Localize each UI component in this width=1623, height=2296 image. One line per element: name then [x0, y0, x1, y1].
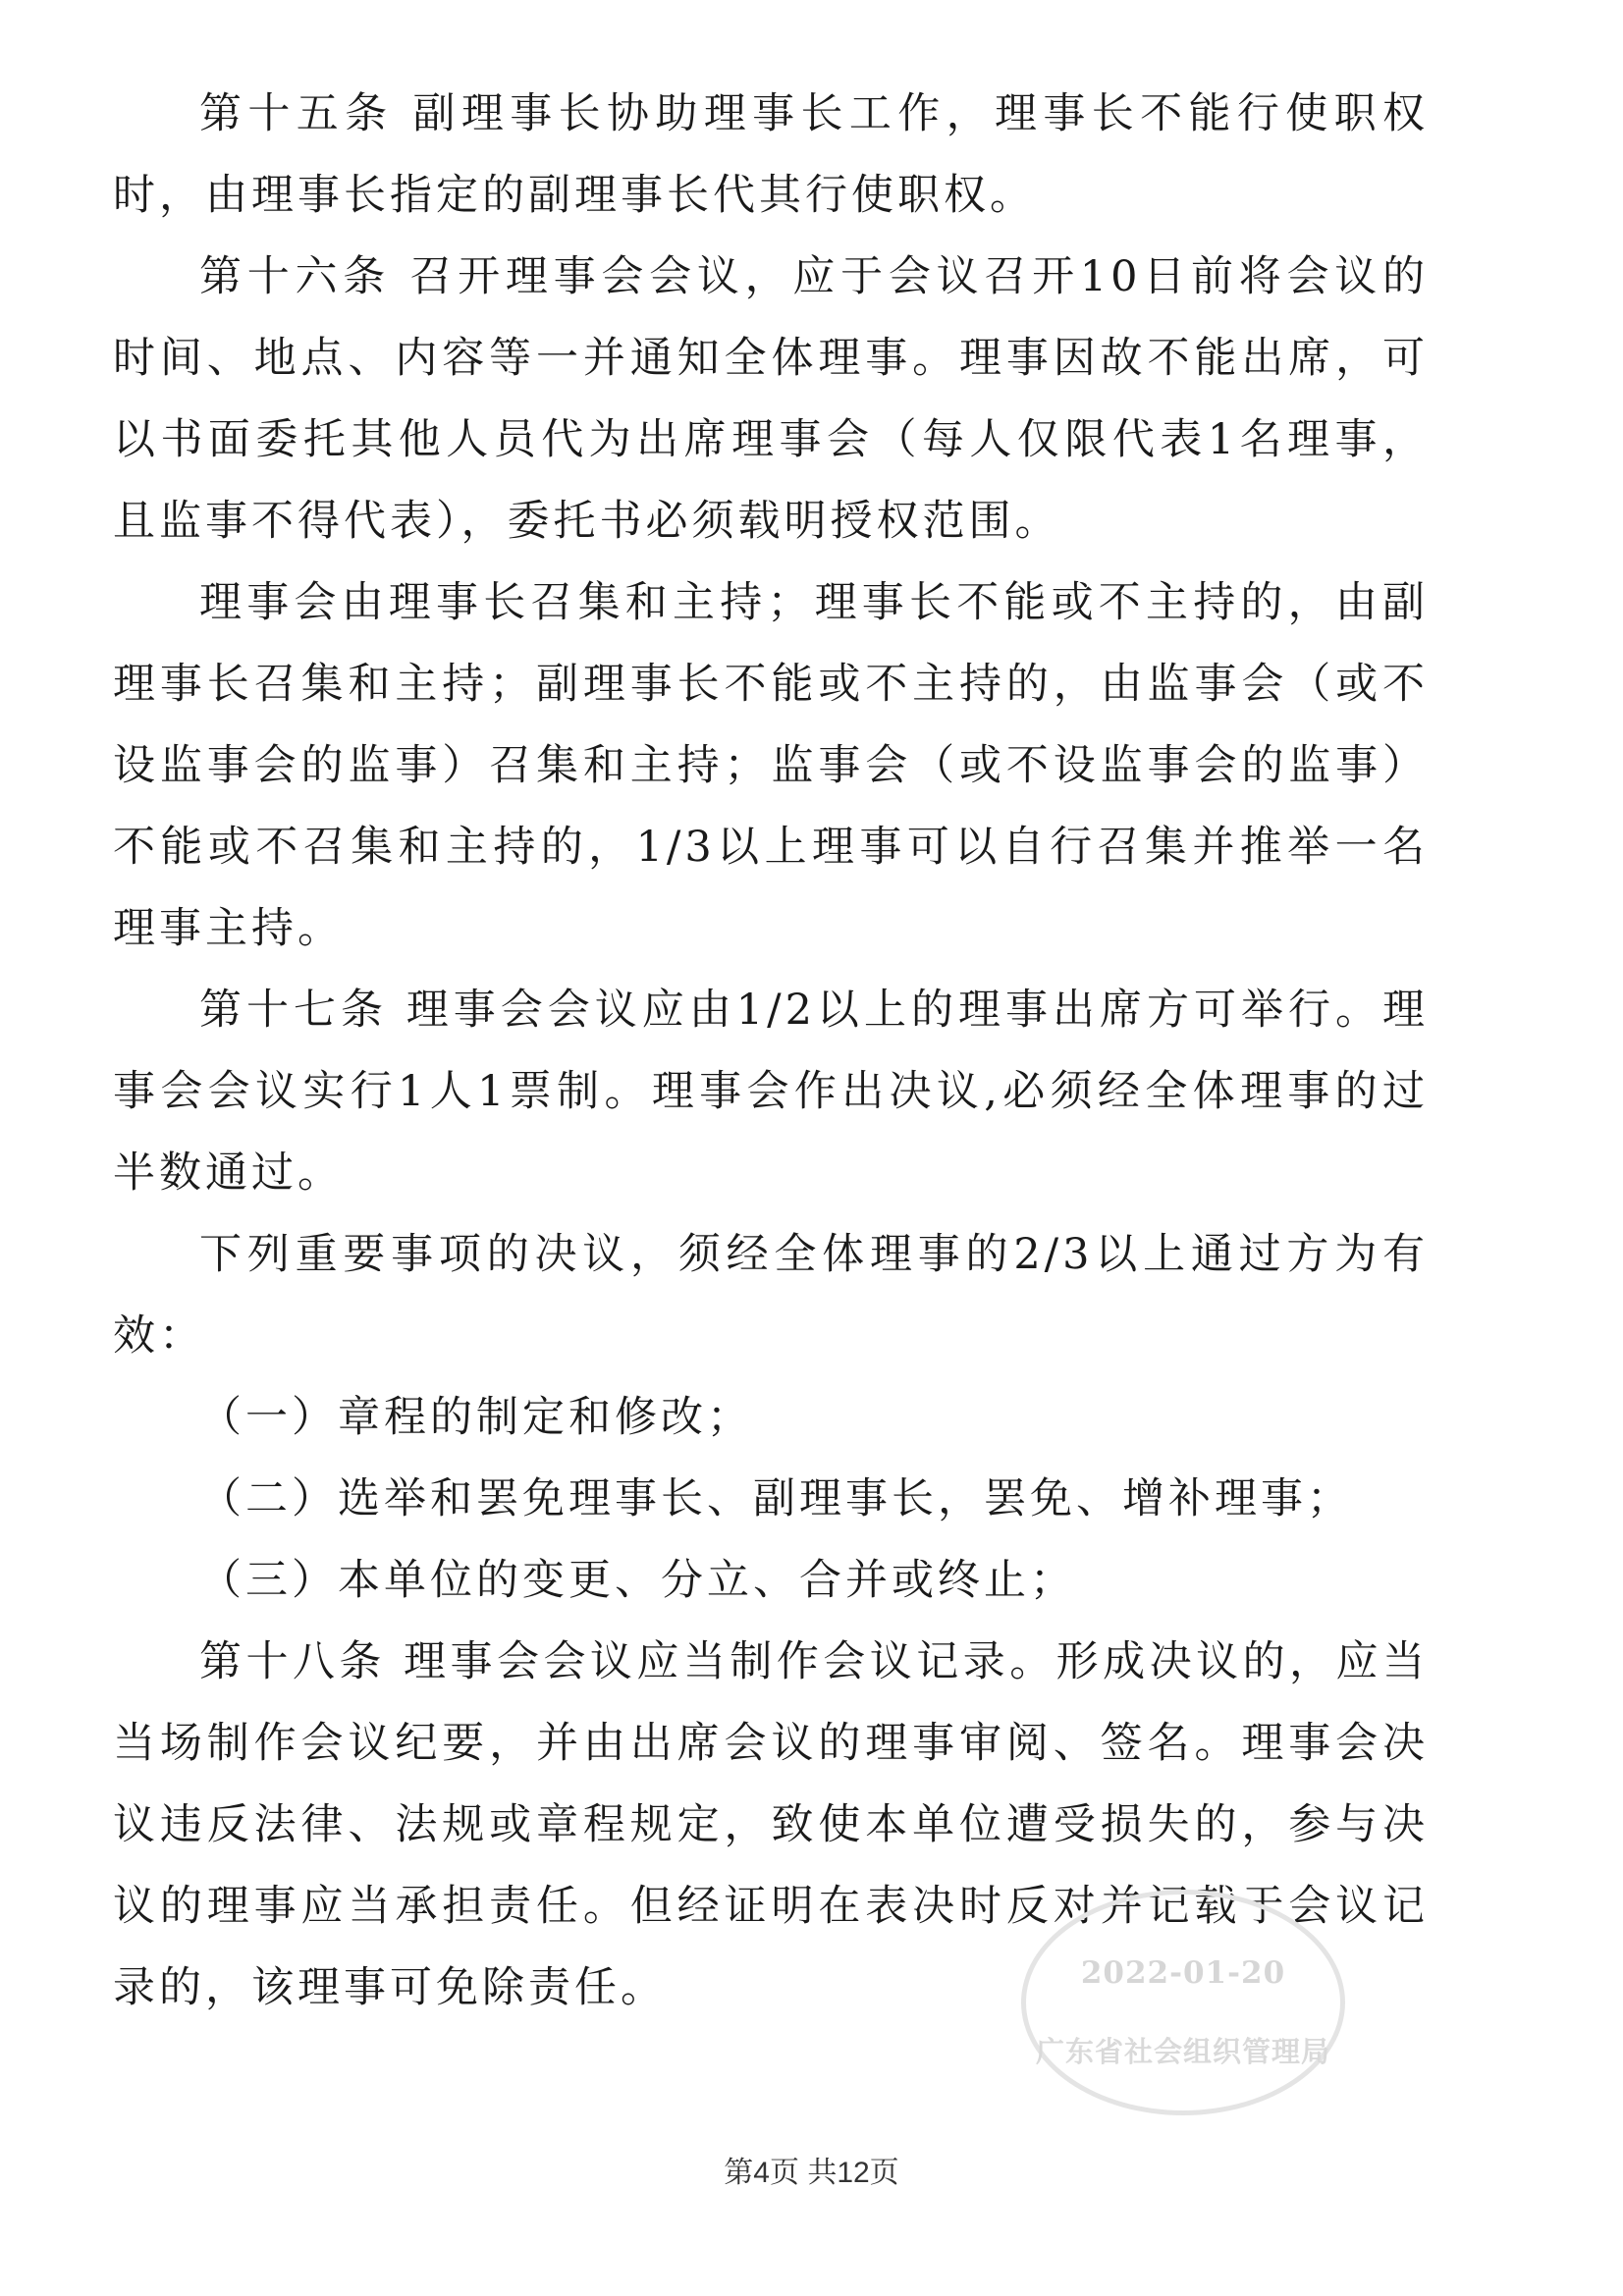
stamp-organization: 广东省社会组织管理局	[1035, 2035, 1330, 2068]
stamp-date: 2022-01-20	[1080, 1955, 1286, 1991]
page-number: 第4页 共12页	[724, 2157, 899, 2189]
list-item-1: （一）章程的制定和修改；	[199, 1393, 753, 1442]
list-item-3: （三）本单位的变更、分立、合并或终止；	[199, 1556, 1076, 1605]
article-17-paragraph: 第十七条 理事会会议应由1/2以上的理事出席方可举行。理事会会议实行1人1票制。理事会作出决议,必须经全体理事的过半数通过。	[113, 986, 1429, 1198]
document-body	[113, 74, 1429, 2029]
article-15-paragraph: 第十五条 副理事长协助理事长工作，理事长不能行使职权时，由理事长指定的副理事长代其行使职权。	[113, 89, 1429, 220]
article-18-paragraph: 第十八条 理事会会议应当制作会议记录。形成决议的，应当当场制作会议纪要，并由出席会议的理事审阅、签名。理事会决议违反法律、法规或章程规定，致使本单位遭受损失的，参与决议的理事应当承担责任。但经证明在表决时反对并记载于会议记录的，该理事可免除责任。	[113, 1637, 1429, 2012]
convening-rules-paragraph: 理事会由理事长召集和主持；理事长不能或不主持的，由副理事长召集和主持；副理事长不能或不主持的，由监事会（或不设监事会的监事）召集和主持；监事会（或不设监事会的监事）不能或不召集和主持的，1/3以上理事可以自行召集并推举一名理事主持。	[113, 578, 1429, 953]
article-16-paragraph: 第十六条 召开理事会会议，应于会议召开10日前将会议的时间、地点、内容等一并通知全体理事。理事因故不能出席，可以书面委托其他人员代为出席理事会（每人仅限代表1名理事，且监事不得代表），委托书必须载明授权范围。	[113, 252, 1429, 546]
official-seal-stamp	[1021, 1890, 1345, 2115]
important-matters-intro: 下列重要事项的决议，须经全体理事的2/3以上通过方为有效：	[113, 1230, 1429, 1361]
list-item-2: （二）选举和罢免理事长、副理事长，罢免、增补理事；	[199, 1474, 1353, 1523]
